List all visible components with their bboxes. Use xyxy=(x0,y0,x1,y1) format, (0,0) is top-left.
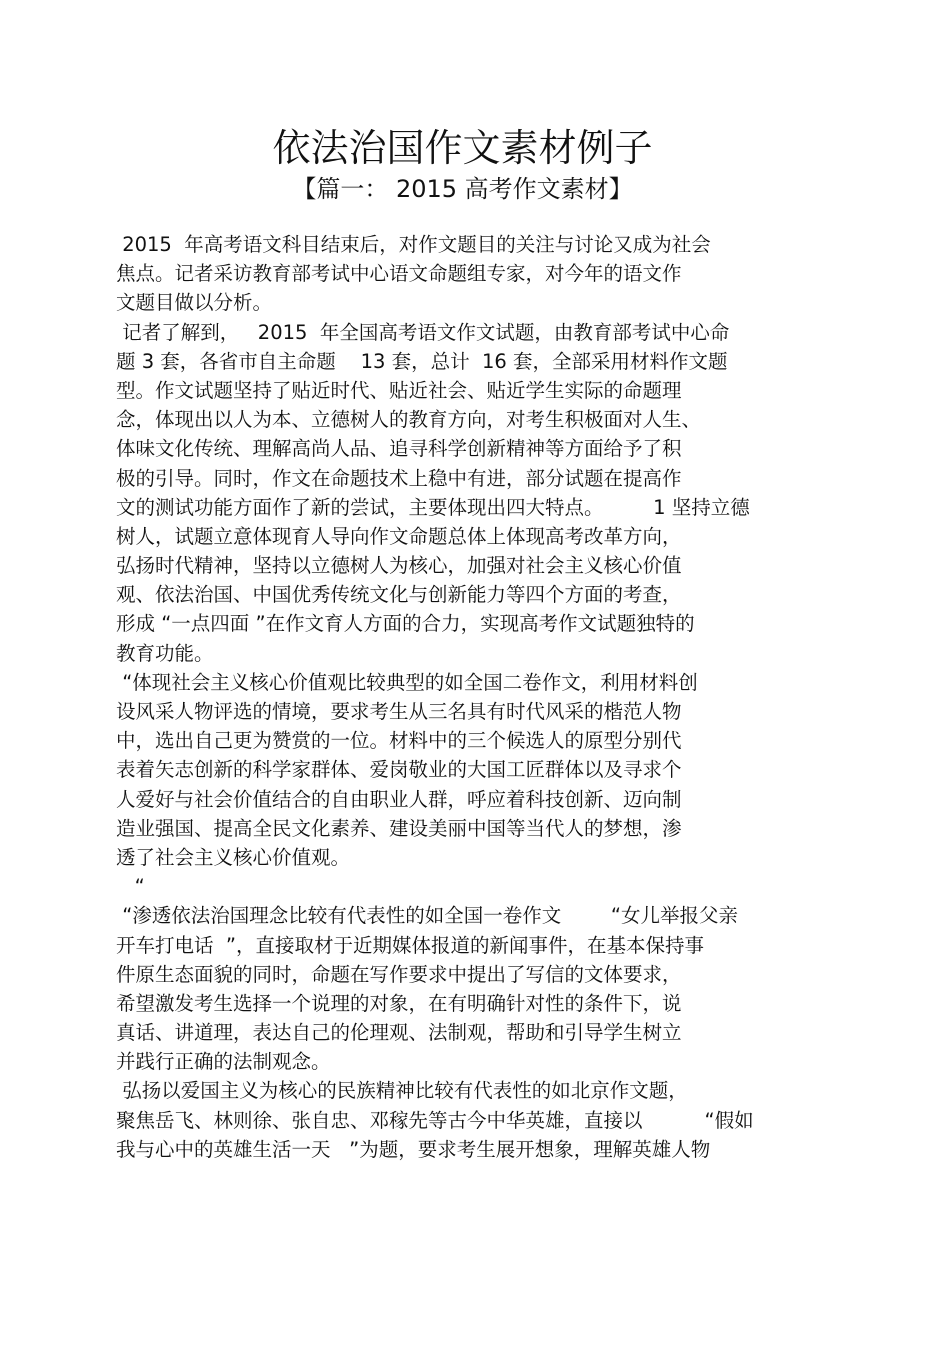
text-line: 件原生态面貌的同时，命题在写作要求中提出了写信的文体要求， xyxy=(116,962,682,986)
text-line: 极的引导。同时，作文在命题技术上稳中有进，部分试题在提高作 xyxy=(116,466,682,490)
text-line: 人爱好与社会价值结合的自由职业人群，呼应着科技创新、迈向制 xyxy=(116,787,682,811)
text-line: 设风采人物评选的情境，要求考生从三名具有时代风采的楷范人物 xyxy=(116,700,682,723)
document-subtitle: 【篇一： 2015 高考作文素材】 xyxy=(292,175,633,203)
text-line: 开车打电话 ”，直接取材于近期媒体报道的新闻事件，在基本保持事 xyxy=(116,933,704,957)
text-line: 聚焦岳飞、林则徐、张自忠、邓稼先等古今中华英雄，直接以 “假如 xyxy=(116,1108,754,1132)
text-line: 形成 “一点四面 ”在作文育人方面的合力，实现高考作文试题独特的 xyxy=(116,612,695,636)
text-line: 文的测试功能方面作了新的尝试，主要体现出四大特点。 1 坚持立德 xyxy=(116,495,750,519)
text-line: 希望激发考生选择一个说理的对象，在有明确针对性的条件下，说 xyxy=(116,991,682,1015)
text-line: 表着矢志创新的科学家群体、爱岗敬业的大国工匠群体以及寻求个 xyxy=(116,758,682,782)
text-line: “体现社会主义核心价值观比较典型的如全国二卷作文，利用材料创 xyxy=(116,670,698,694)
text-line: 我与心中的英雄生活一天 ”为题，要求考生展开想象，理解英雄人物 xyxy=(116,1137,711,1161)
document-title: 依法治国作文素材例子 xyxy=(272,126,653,170)
text-line: 型。作文试题坚持了贴近时代、贴近社会、贴近学生实际的命题理 xyxy=(116,378,682,402)
text-line: 中，选出自己更为赞赏的一位。材料中的三个候选人的原型分别代 xyxy=(116,729,682,753)
text-line: 真话、讲道理，表达自己的伦理观、法制观，帮助和引导学生树立 xyxy=(116,1021,682,1045)
text-line: “ xyxy=(116,875,145,899)
text-line: 造业强国、提高全民文化素养、建设美丽中国等当代人的梦想，渗 xyxy=(116,816,682,840)
text-line: 教育功能。 xyxy=(116,641,214,665)
text-line: 念，体现出以人为本、立德树人的教育方向，对考生积极面对人生、 xyxy=(116,408,702,432)
text-line: 题 3 套，各省市自主命题 13 套，总计 16 套，全部采用材料作文题 xyxy=(116,349,728,373)
text-line: 弘扬时代精神，坚持以立德树人为核心，加强对社会主义核心价值 xyxy=(116,554,682,578)
text-line: 记者了解到， 2015 年全国高考语文作文试题，由教育部考试中心命 xyxy=(116,320,730,344)
text-line: 弘扬以爱国主义为核心的民族精神比较有代表性的如北京作文题， xyxy=(116,1079,688,1103)
text-line: 文题目做以分析。 xyxy=(116,291,273,315)
text-line: 树人，试题立意体现育人导向作文命题总体上体现高考改革方向， xyxy=(116,524,682,548)
text-line: 焦点。记者采访教育部考试中心语文命题组专家，对今年的语文作 xyxy=(116,262,682,286)
text-line: 2015 年高考语文科目结束后，对作文题目的关注与讨论又成为社会 xyxy=(116,233,711,256)
text-line: 观、依法治国、中国优秀传统文化与创新能力等四个方面的考查， xyxy=(116,583,682,607)
body-text xyxy=(116,230,836,1164)
text-line: 并践行正确的法制观念。 xyxy=(116,1050,331,1074)
text-line: 透了社会主义核心价值观。 xyxy=(116,845,351,869)
text-line: “渗透依法治国理念比较有代表性的如全国一卷作文 “女儿举报父亲 xyxy=(116,904,738,928)
text-line: 体味文化传统、理解高尚人品、追寻科学创新精神等方面给予了积 xyxy=(116,437,682,461)
